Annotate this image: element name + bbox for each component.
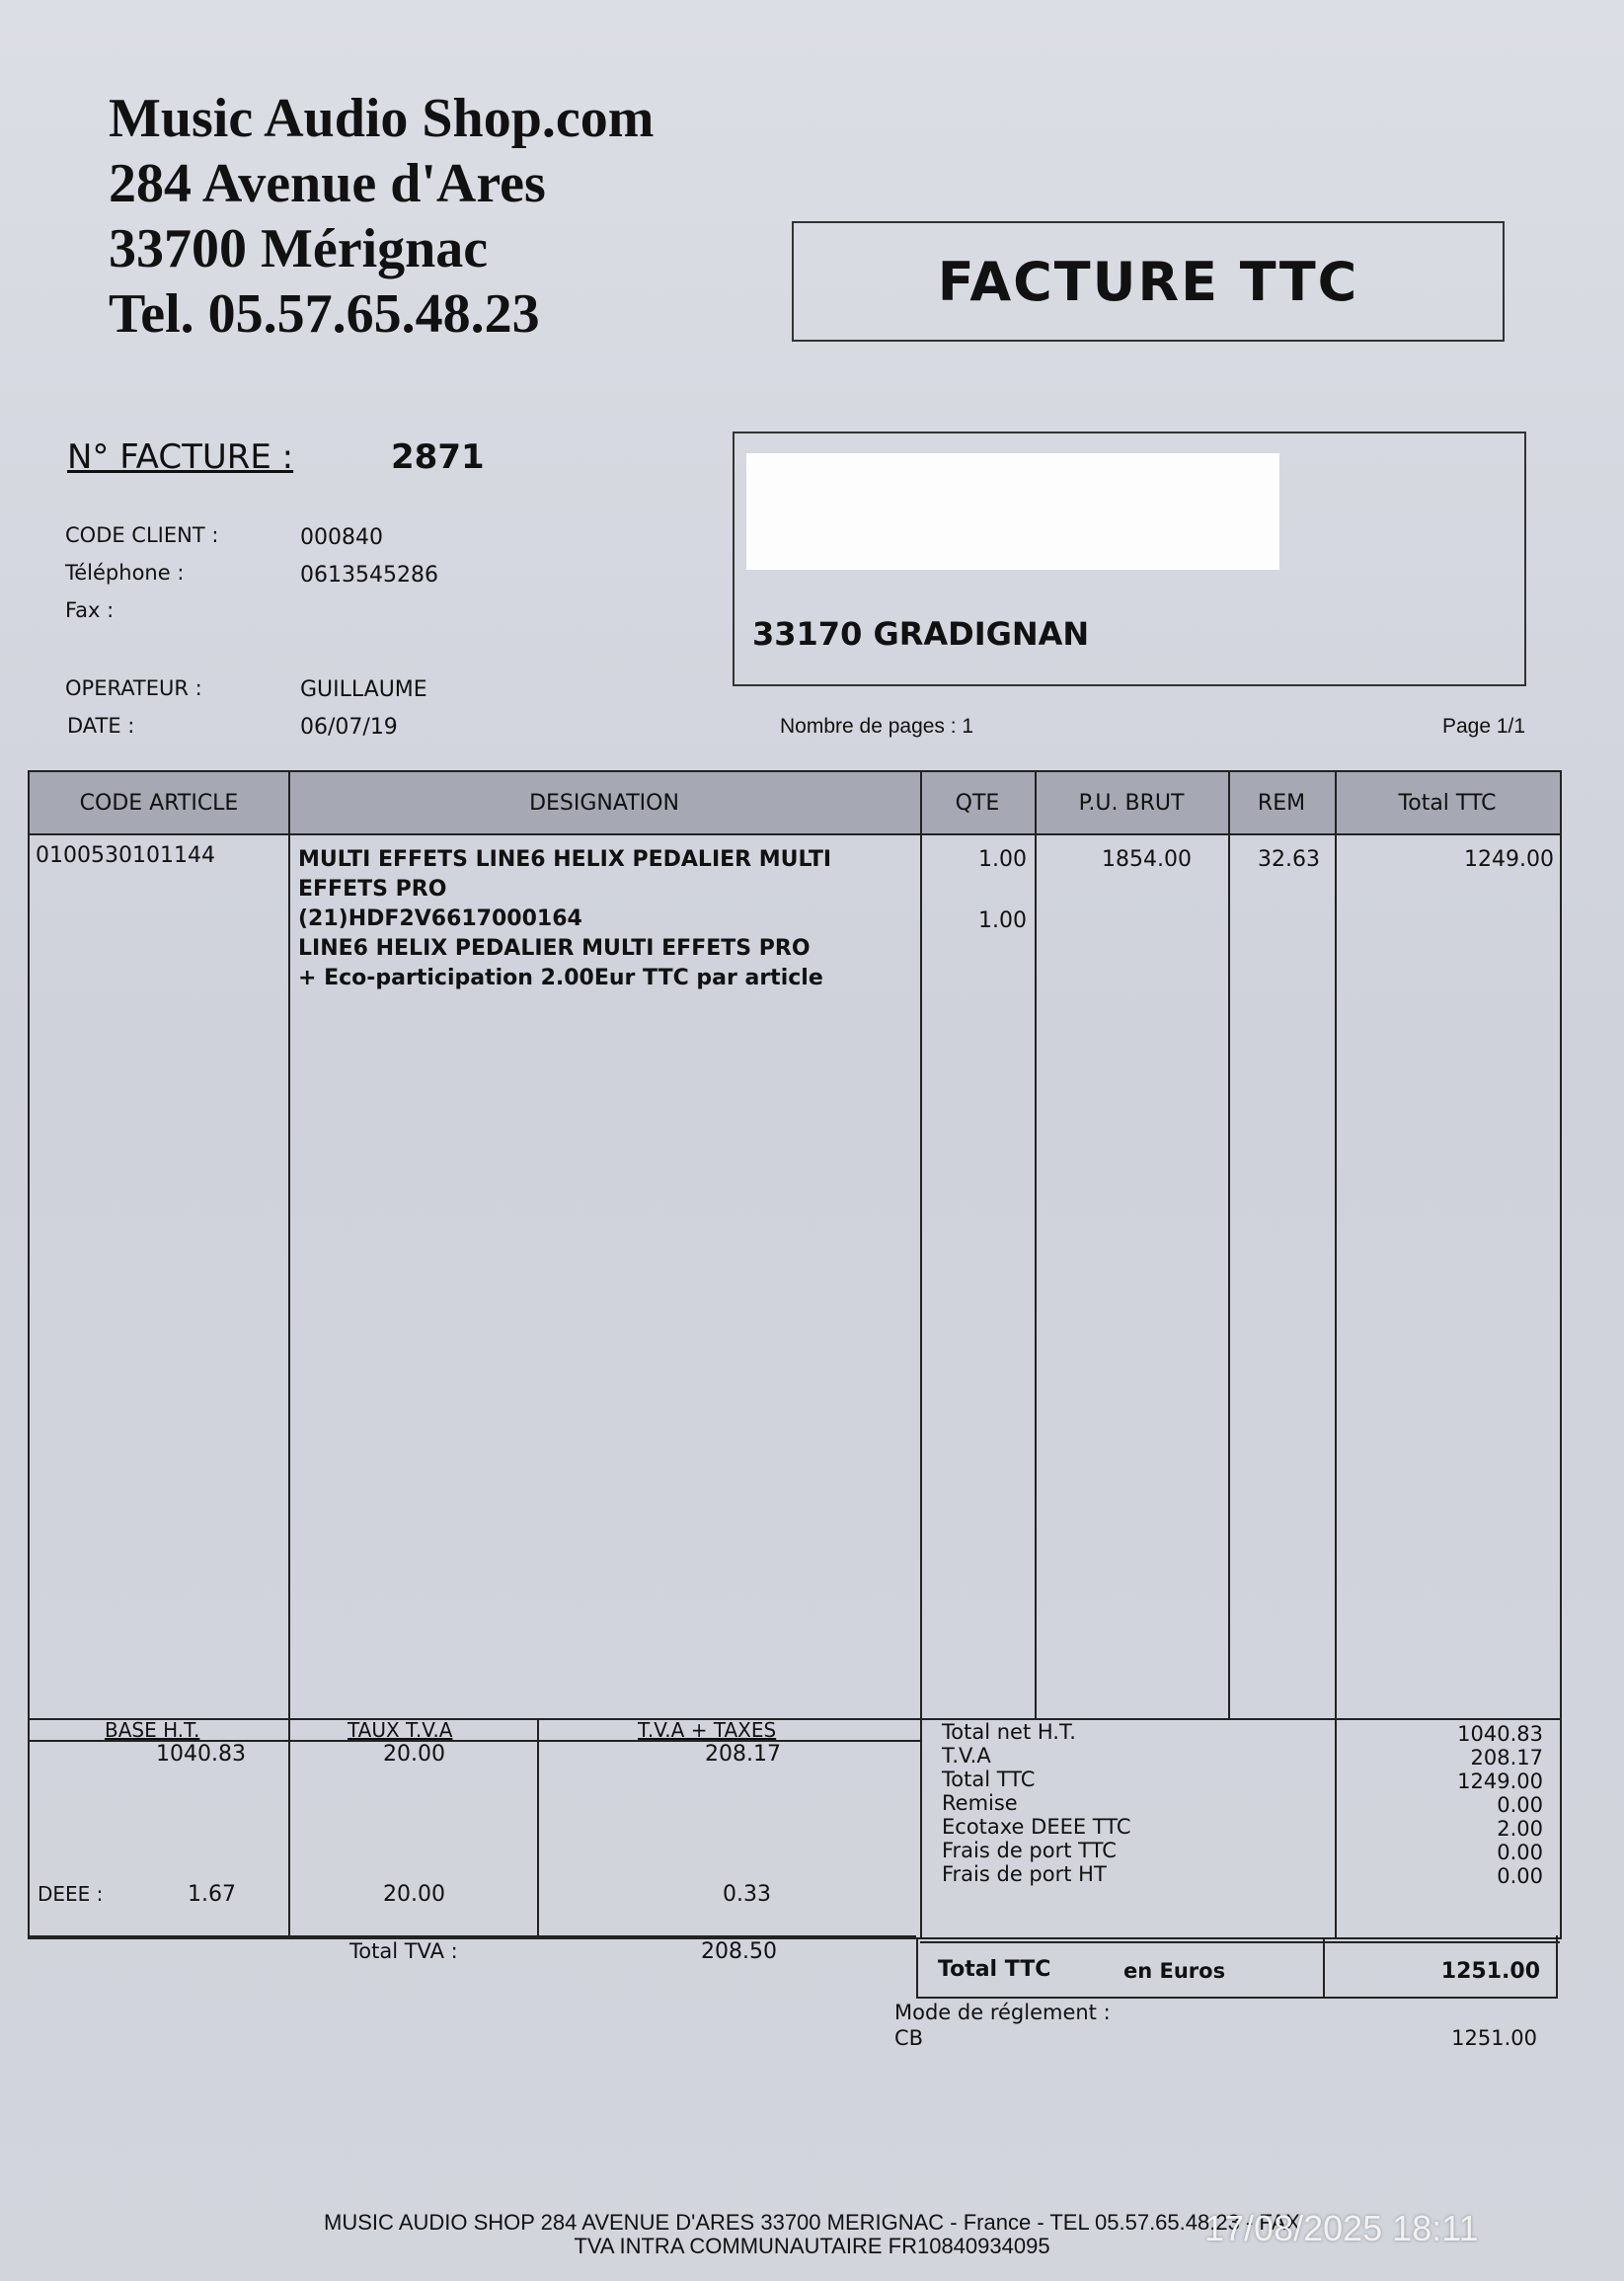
designation-line: LINE6 HELIX PEDALIER MULTI EFFETS PRO xyxy=(298,936,811,961)
payment-amount: 1251.00 xyxy=(1451,2026,1537,2050)
header-designation: DESIGNATION xyxy=(529,790,679,816)
header-code: CODE ARTICLE xyxy=(79,790,239,816)
date-label: DATE : xyxy=(67,714,135,738)
grand-total-bottom xyxy=(916,1997,1558,1999)
col-divider xyxy=(920,772,922,1937)
header-discount: REM xyxy=(1257,790,1306,816)
deee-rate: 20.00 xyxy=(383,1882,445,1907)
shop-phone: Tel. 05.57.65.48.23 xyxy=(109,283,540,345)
items-table xyxy=(28,770,1562,1939)
shop-street: 284 Avenue d'Ares xyxy=(109,153,546,214)
total-value: 1249.00 xyxy=(1457,1770,1543,1793)
vat-rate-label: TAUX T.V.A xyxy=(348,1718,453,1742)
grand-total-currency: en Euros xyxy=(1123,1959,1226,1983)
total-value: 0.00 xyxy=(1497,1793,1543,1817)
row-qty: 1.00 xyxy=(978,847,1027,872)
footer-address: MUSIC AUDIO SHOP 284 AVENUE D'ARES 33700 MERIGNAC - France - TEL 05.57.65.48.23 - FAX xyxy=(324,2210,1300,2235)
total-label: Total net H.T. xyxy=(942,1720,1076,1744)
shop-name: Music Audio Shop.com xyxy=(109,88,655,149)
fax-label: Fax : xyxy=(65,598,115,622)
photo-timestamp: 17/08/2025 18:11 xyxy=(1204,2208,1479,2248)
client-city: 33170 GRADIGNAN xyxy=(752,615,1090,653)
vat-rate: 20.00 xyxy=(383,1742,445,1767)
total-label: Frais de port HT xyxy=(942,1862,1107,1886)
client-code: 000840 xyxy=(300,525,383,550)
total-value: 0.00 xyxy=(1497,1841,1543,1864)
header-unit-price: P.U. BRUT xyxy=(1078,790,1185,816)
client-code-label: CODE CLIENT : xyxy=(65,523,219,547)
total-label: Remise xyxy=(942,1791,1018,1815)
phone-value: 0613545286 xyxy=(300,563,438,588)
page-number: Page 1/1 xyxy=(1442,715,1526,738)
vat-taxes-label: T.V.A + TAXES xyxy=(638,1718,777,1742)
invoice-number: 2871 xyxy=(391,437,485,477)
total-label: Ecotaxe DEEE TTC xyxy=(942,1815,1131,1839)
pages-count: Nombre de pages : 1 xyxy=(780,715,974,738)
payment-label: Mode de réglement : xyxy=(894,2001,1111,2024)
operator-label: OPERATEUR : xyxy=(65,676,202,700)
document-title: FACTURE TTC xyxy=(937,250,1359,313)
designation-line: (21)HDF2V6617000164 xyxy=(298,906,582,931)
deee-base: 1.67 xyxy=(188,1882,236,1907)
header-qty: QTE xyxy=(955,790,1000,816)
row-qty-2: 1.00 xyxy=(978,908,1027,933)
vat-base: 1040.83 xyxy=(156,1742,246,1767)
total-value: 2.00 xyxy=(1497,1817,1543,1841)
grand-total-top xyxy=(920,1941,1560,1943)
designation-line: EFFETS PRO xyxy=(298,877,447,902)
invoice-number-label: N° FACTURE : xyxy=(67,437,294,477)
col-divider xyxy=(1335,772,1337,1937)
vat-total-label: Total TVA : xyxy=(349,1939,458,1963)
total-value: 208.17 xyxy=(1470,1746,1543,1770)
col-divider xyxy=(1228,772,1230,1718)
client-address-box xyxy=(733,432,1526,686)
designation-line: MULTI EFFETS LINE6 HELIX PEDALIER MULTI xyxy=(298,847,832,872)
shop-city: 33700 Mérignac xyxy=(109,218,489,279)
col-divider xyxy=(1035,772,1037,1718)
operator-value: GUILLAUME xyxy=(300,677,427,702)
vat-bottom-line xyxy=(28,1935,916,1937)
col-divider xyxy=(288,772,290,1937)
phone-label: Téléphone : xyxy=(65,561,185,585)
row-code: 0100530101144 xyxy=(36,843,215,868)
total-value: 0.00 xyxy=(1497,1864,1543,1888)
row-unit-price: 1854.00 xyxy=(1102,847,1192,872)
document-title-box xyxy=(792,221,1505,342)
payment-method: CB xyxy=(894,2026,924,2050)
date-value: 06/07/19 xyxy=(300,715,398,740)
grand-total-mid xyxy=(1323,1939,1325,1999)
total-value: 1040.83 xyxy=(1457,1722,1543,1746)
vat-taxes: 208.17 xyxy=(705,1742,781,1767)
row-discount: 32.63 xyxy=(1258,847,1320,872)
grand-total-left xyxy=(916,1939,918,1999)
grand-total-value: 1251.00 xyxy=(1440,1959,1540,1984)
total-label: Frais de port TTC xyxy=(942,1839,1117,1862)
grand-total-right xyxy=(1556,1935,1558,1999)
footer-vat-number: TVA INTRA COMMUNAUTAIRE FR10840934095 xyxy=(574,2234,1050,2258)
total-label: Total TTC xyxy=(942,1768,1036,1791)
col-divider xyxy=(537,1718,539,1937)
redacted-address xyxy=(746,453,1279,570)
grand-total-label: Total TTC xyxy=(938,1957,1051,1982)
section-divider xyxy=(30,1718,1560,1720)
header-total: Total TTC xyxy=(1398,790,1497,816)
total-label: T.V.A xyxy=(942,1744,991,1768)
designation-line: + Eco-participation 2.00Eur TTC par article xyxy=(298,966,823,990)
deee-label: DEEE : xyxy=(38,1882,104,1906)
deee-taxes: 0.33 xyxy=(723,1882,771,1907)
row-total: 1249.00 xyxy=(1464,847,1554,872)
vat-total: 208.50 xyxy=(701,1939,777,1964)
vat-base-label: BASE H.T. xyxy=(105,1718,200,1742)
